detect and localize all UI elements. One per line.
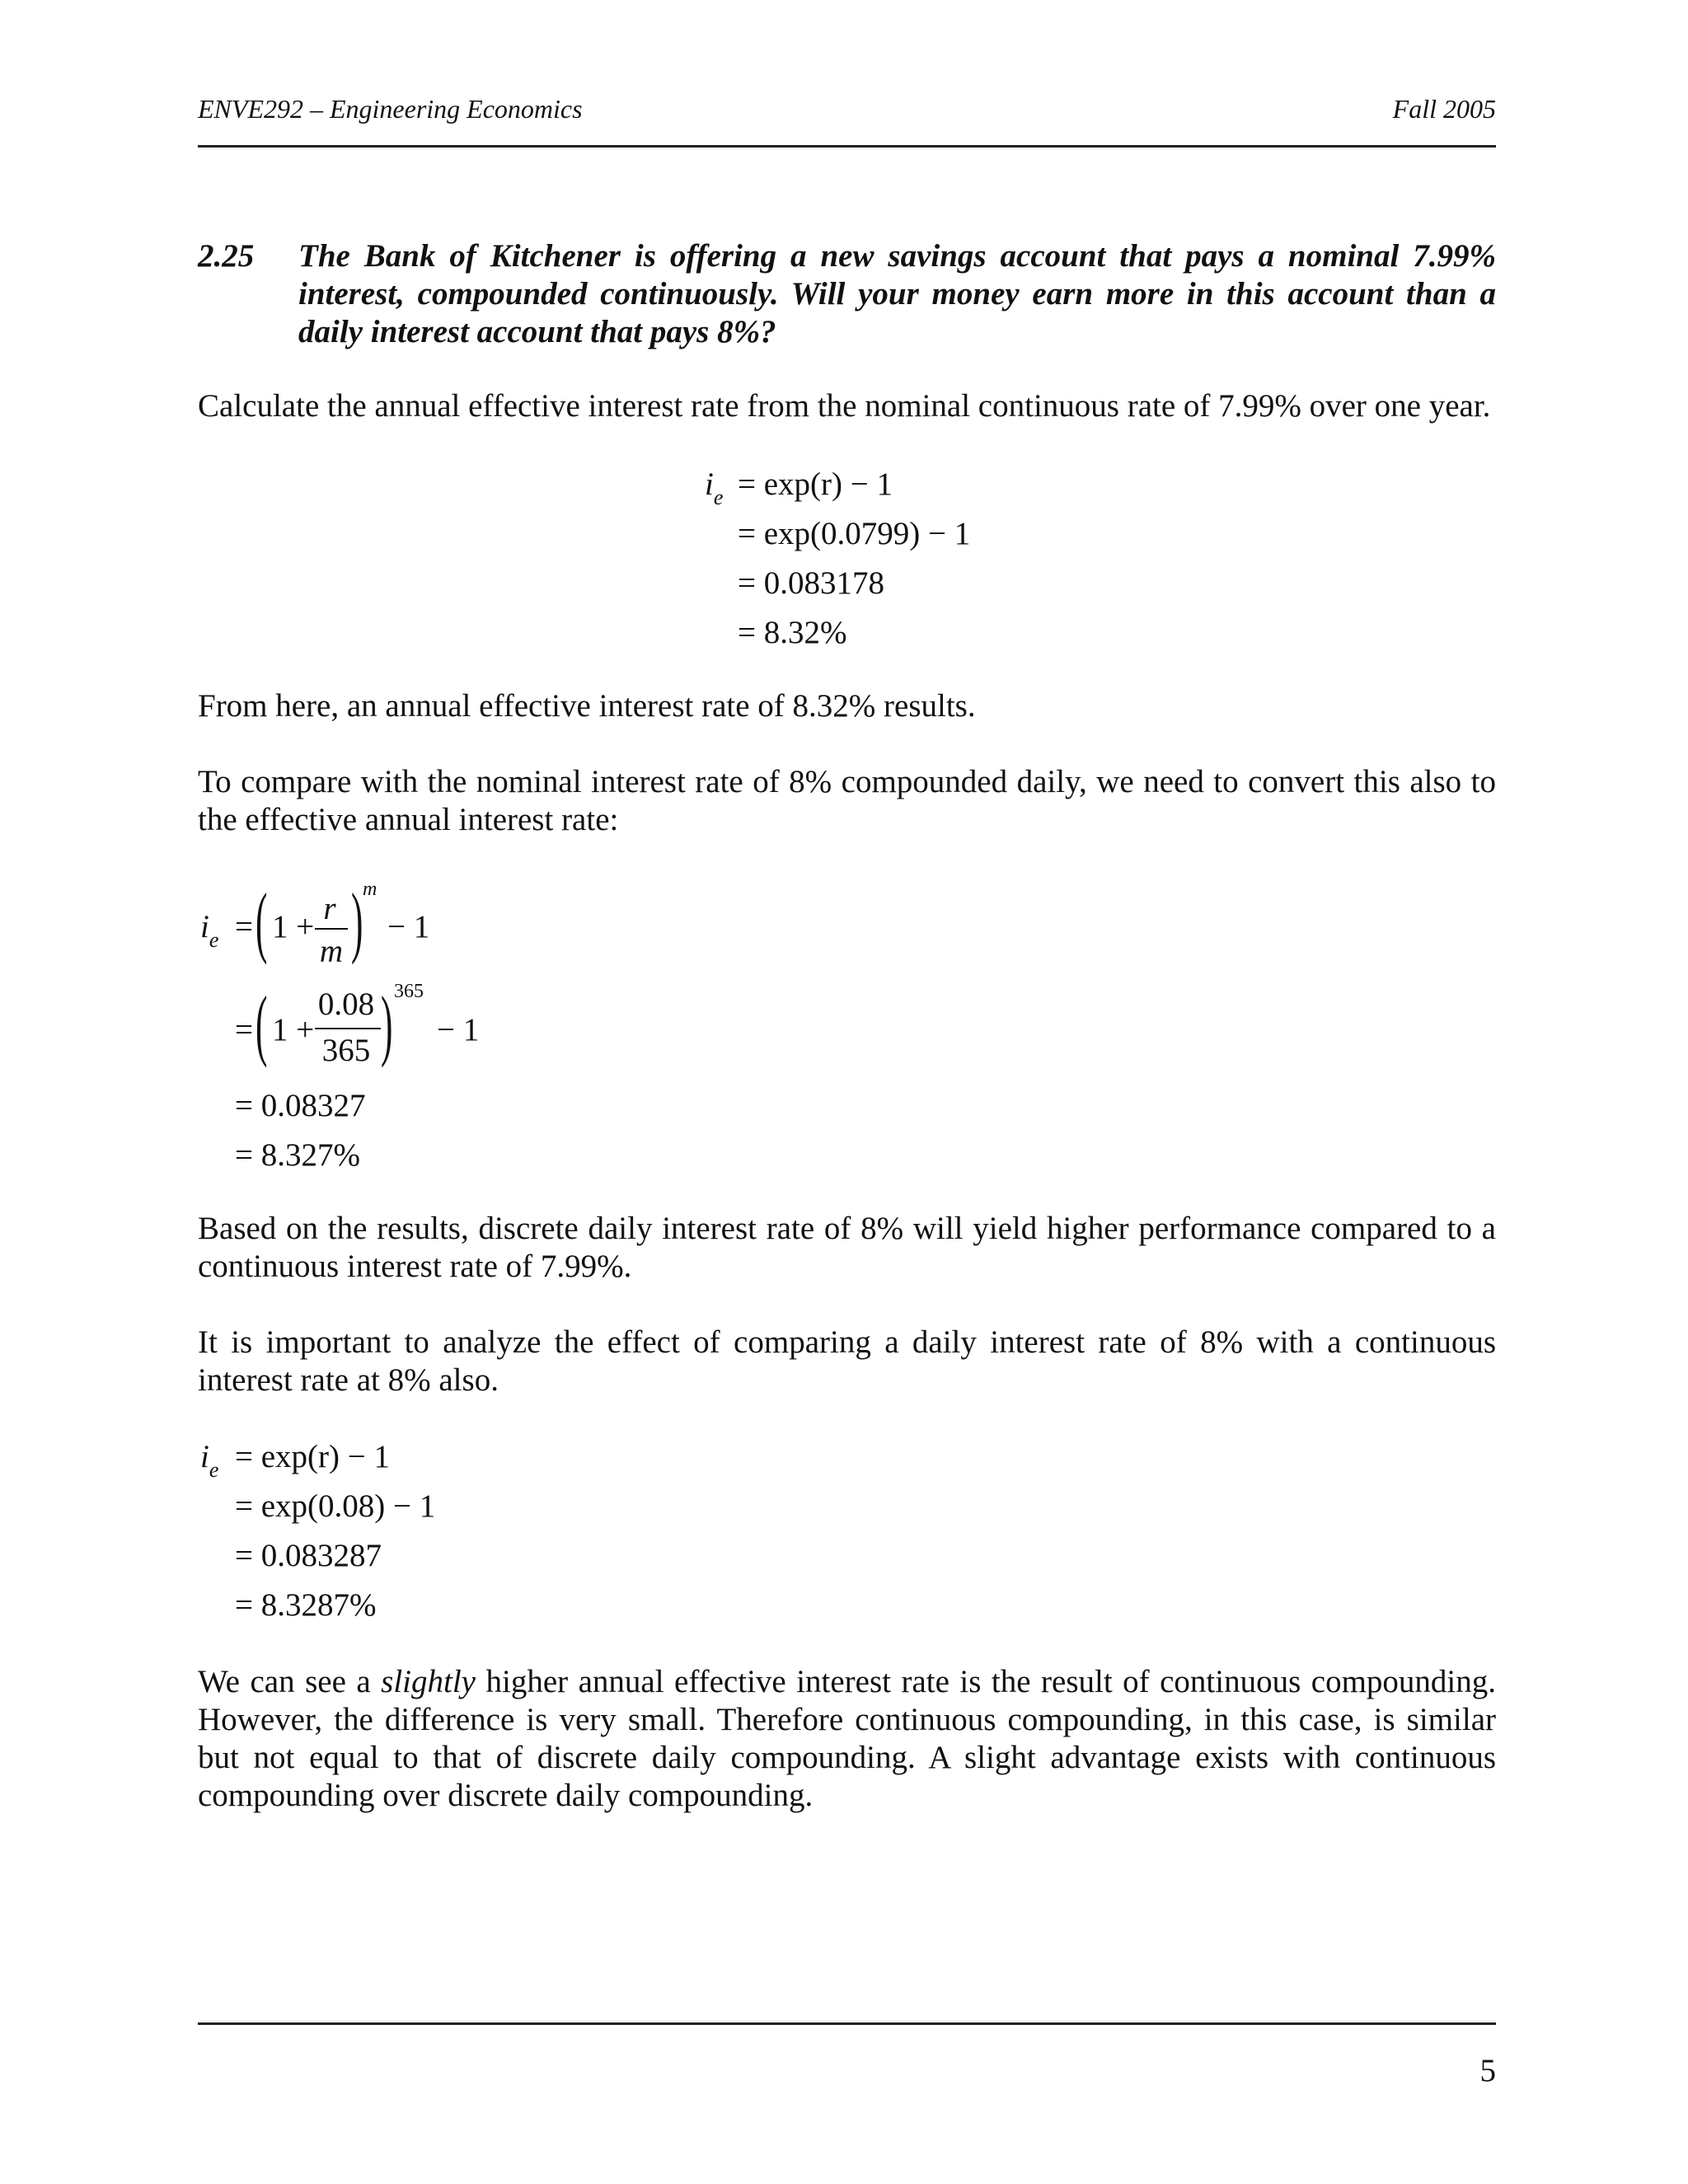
paragraph-important: It is important to analyze the effect of comparing a daily interest rate of 8% with a continuous interest rate at 8% also. xyxy=(198,1324,1496,1398)
exponent-2: 365 xyxy=(394,981,424,1002)
equation-3-lhs: $i_e$ xyxy=(200,1439,219,1482)
equation-3-line-2: = exp(0.08) − 1 xyxy=(235,1488,436,1524)
question-text: The Bank of Kitchener is offering a new savings account that pays a nominal 7.99% interest, compounded continuously. Will your money earn more in this account than a daily interest account that pays 8%? xyxy=(298,238,1496,349)
paragraph-calculate: Calculate the annual effective interest rate from the nominal continuous rate of 7.99% over one year. xyxy=(198,388,1491,424)
fraction-2-denominator: 365 xyxy=(321,1033,371,1068)
right-paren-2: ) xyxy=(381,980,393,1068)
paragraph-compare: To compare with the nominal interest rate of 8% compounded daily, we need to convert this also to the effective annual interest rate: xyxy=(198,764,1496,837)
equation-1-lhs: $i_e$ xyxy=(705,466,724,509)
right-paren-1: ) xyxy=(351,877,363,965)
equation-2-equals-2: = xyxy=(235,1012,253,1047)
emphasis-slightly: slightly xyxy=(381,1664,476,1699)
equation-1-line-2: = exp(0.0799) − 1 xyxy=(738,516,971,551)
fraction-1-denominator: m xyxy=(319,934,344,969)
page-number: 5 xyxy=(1479,2053,1496,2088)
equation-2-line-3: = 0.08327 xyxy=(235,1088,366,1123)
equation-1-line-1: = exp(r) − 1 xyxy=(738,466,893,502)
left-paren-2: ( xyxy=(256,980,268,1068)
header-rule xyxy=(198,145,1496,148)
equation-2-one-plus-1: 1 + xyxy=(272,909,315,944)
equation-1-line-4: = 8.32% xyxy=(738,615,847,650)
question-number: 2.25 xyxy=(198,238,255,274)
fraction-1-bar xyxy=(315,928,348,930)
equation-3-line-3: = 0.083287 xyxy=(235,1538,382,1573)
left-paren-1: ( xyxy=(256,877,268,965)
footer-rule xyxy=(198,2022,1496,2025)
equation-2-line-4: = 8.327% xyxy=(235,1137,360,1173)
equation-3-line-4: = 8.3287% xyxy=(235,1587,377,1623)
fraction-2-bar xyxy=(315,1028,381,1029)
equation-2-lhs: $i_e$ xyxy=(200,909,219,952)
equation-2-minus-1: − 1 xyxy=(387,909,430,944)
paragraph-based-on-results: Based on the results, discrete daily interest rate of 8% will yield higher performance compared to a continuous interest rate of 7.99%. xyxy=(198,1211,1496,1284)
header-course: ENVE292 – Engineering Economics xyxy=(198,94,583,124)
equation-3-line-1: = exp(r) − 1 xyxy=(235,1439,391,1474)
exponent-1: m xyxy=(363,879,377,900)
paragraph-result: From here, an annual effective interest rate of 8.32% results. xyxy=(198,688,976,724)
header-term: Fall 2005 xyxy=(1392,94,1496,124)
fraction-1-numerator: r xyxy=(323,891,336,926)
paragraph-conclusion: We can see a slightly higher annual effective interest rate is the result of continuous compounding. However, the difference is very small. Therefore continuous compounding, in this case, is similar but not equal to that of discrete daily compounding. A slight advantage exists with continuous compounding over discrete daily compounding. xyxy=(198,1664,1496,1813)
fraction-2-numerator: 0.08 xyxy=(317,987,375,1022)
equation-1-line-3: = 0.083178 xyxy=(738,565,884,601)
equation-2-one-plus-2: 1 + xyxy=(272,1012,315,1047)
equation-2-minus-2: − 1 xyxy=(437,1012,480,1047)
equation-2-equals-1: = xyxy=(235,909,253,944)
